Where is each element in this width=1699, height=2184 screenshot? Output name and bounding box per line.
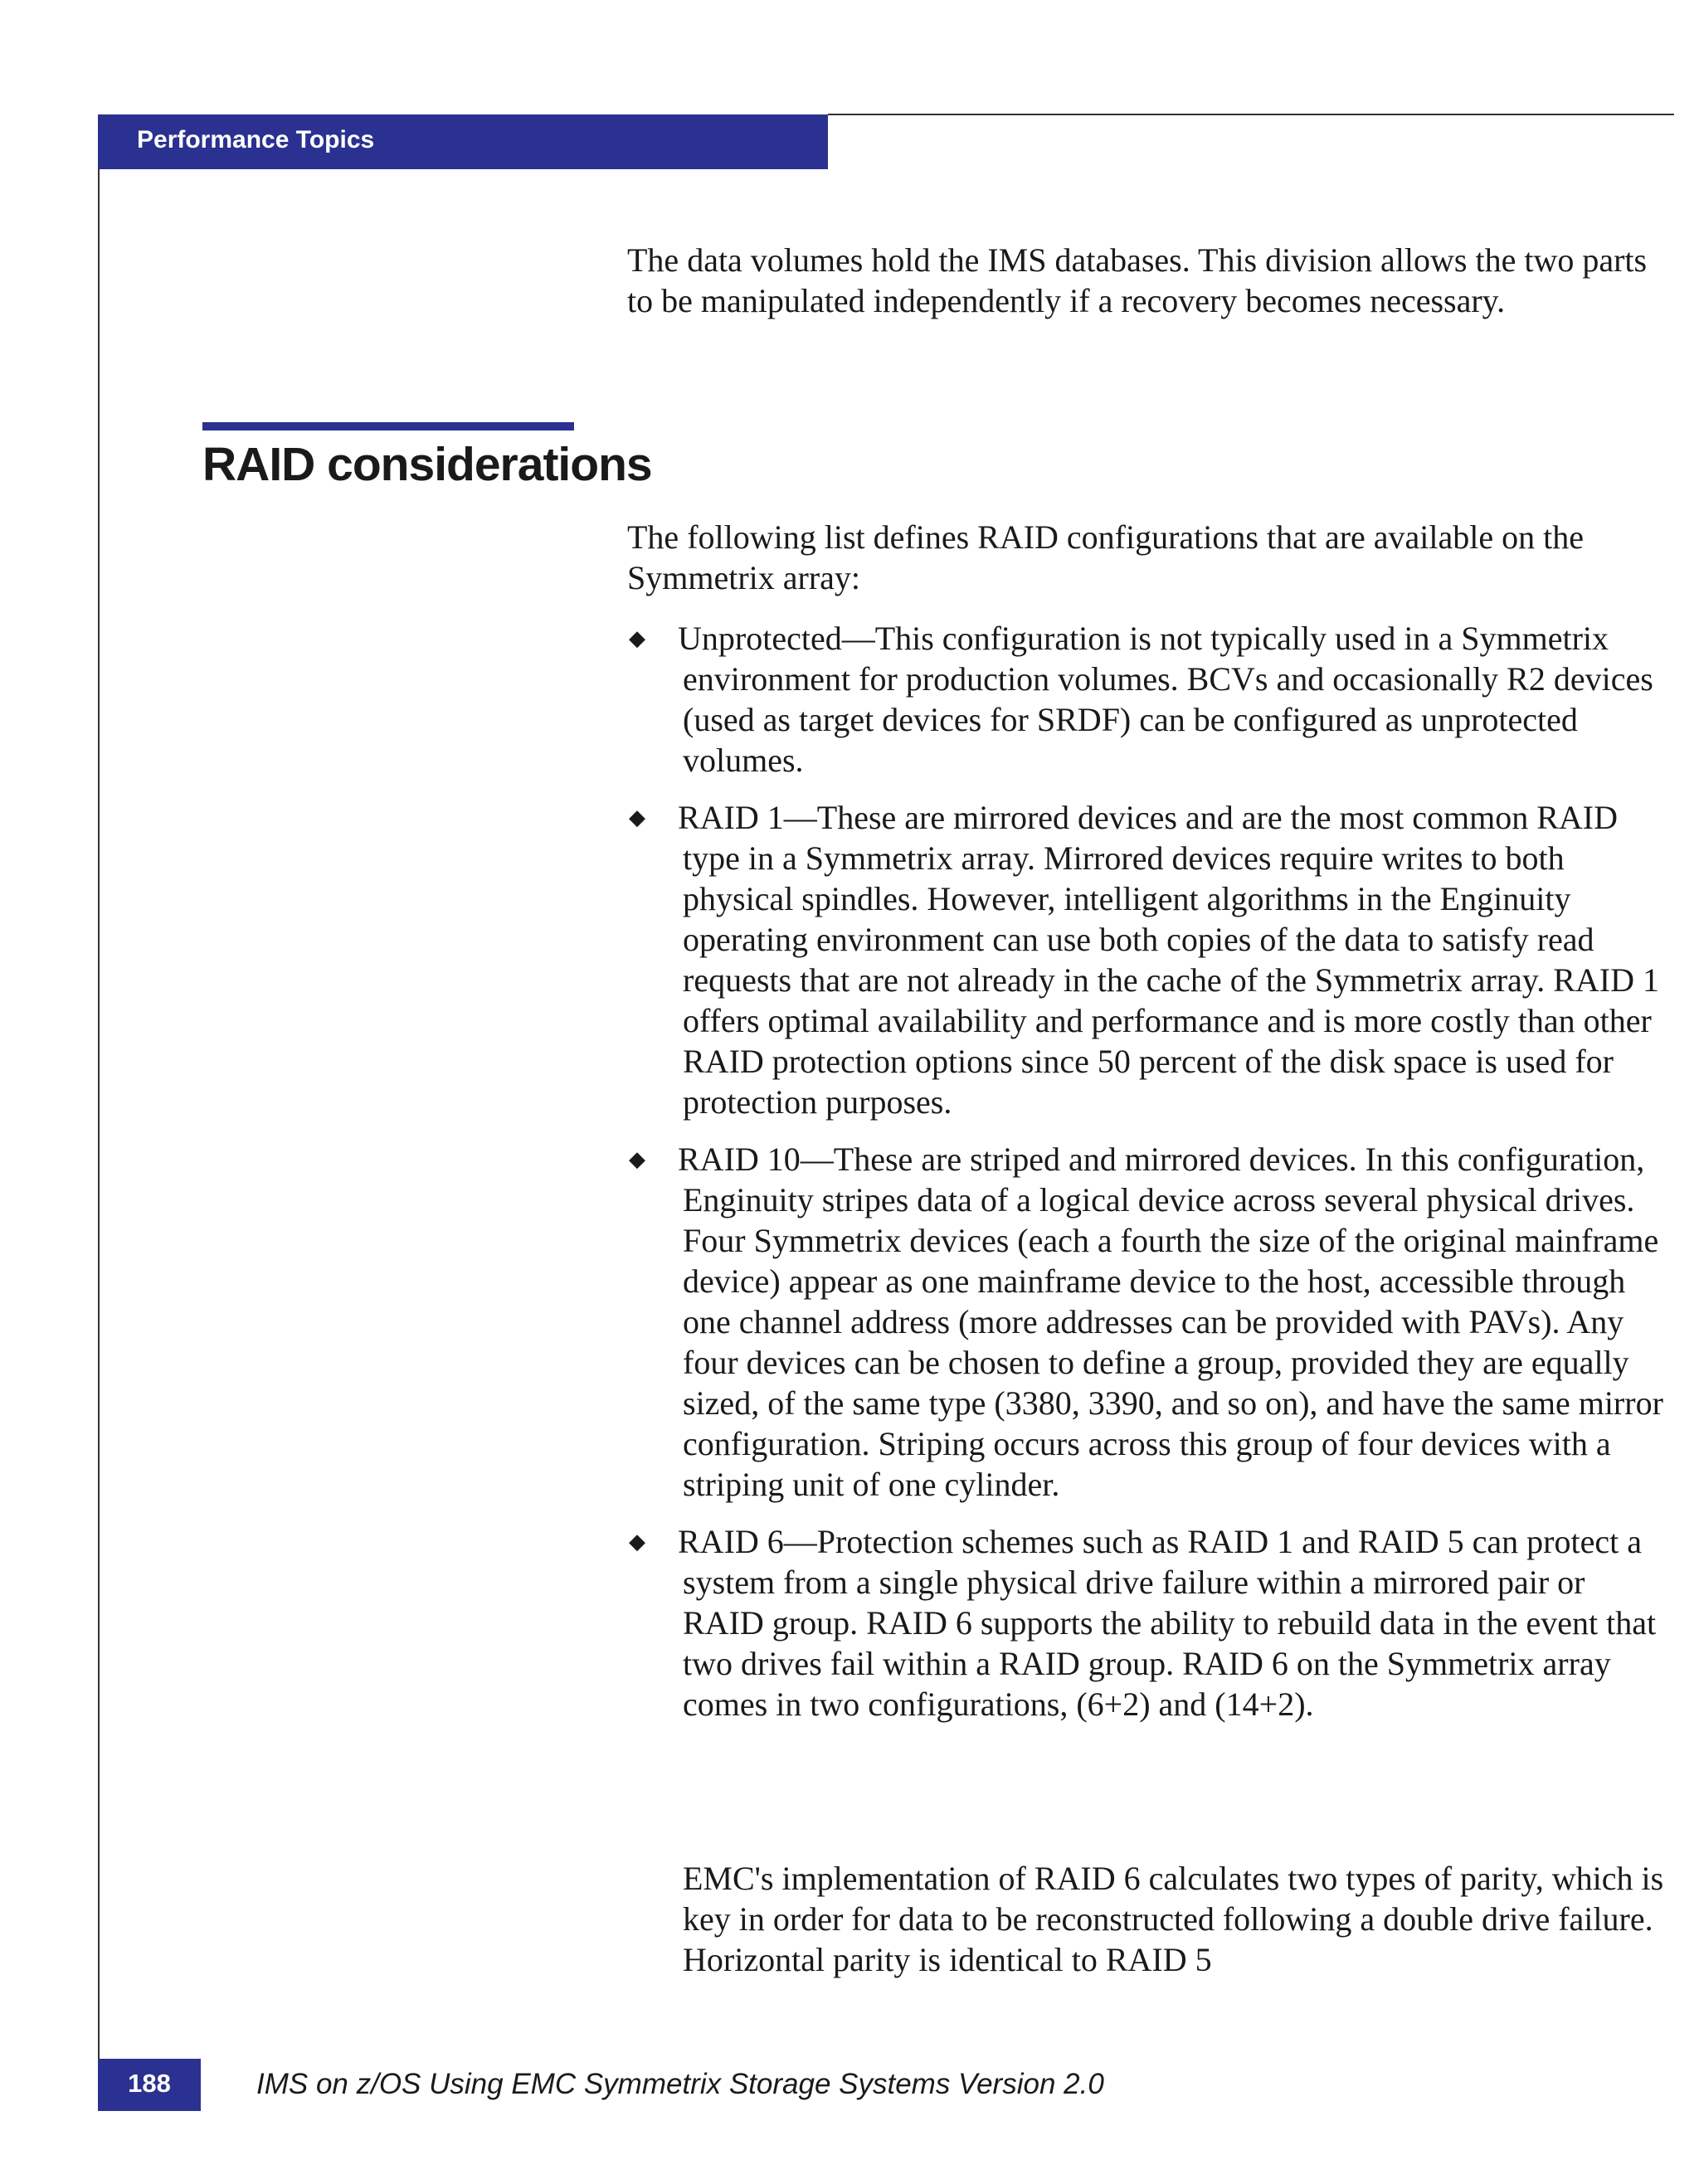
section-lead-paragraph: The following list defines RAID configurations that are available on the Symmetrix array:: [627, 518, 1585, 596]
list-item: [627, 618, 1664, 781]
header-bar: [98, 114, 828, 169]
list-item-text: RAID 10—These are striped and mirrored devices. In this configuration, Enginuity stripes data of a logical device across several physical drives. Four Symmetrix devices (each a fourth the size of the original mainframe device) appear as one mainframe device to the host, accessible through one channel address (more addresses can be provided with PAVs). Any four devices can be chosen to define a group, provided they are equally sized, of the same type (3380, 3390, and so on), and have the same mirror configuration. Striping occurs across this group of four devices with a striping unit of one cylinder.: [678, 1141, 1663, 1503]
diamond-bullet-icon: ◆: [629, 1147, 645, 1171]
footer-book-title: IMS on z/OS Using EMC Symmetrix Storage Systems Version 2.0: [256, 2068, 1104, 2100]
raid6-continuation-paragraph: EMC's implementation of RAID 6 calculates two types of parity, which is key in order for data to be reconstructed following a double drive failure. Horizontal parity is identical to RAID 5: [683, 1860, 1664, 1978]
list-item: [627, 1139, 1664, 1505]
diamond-bullet-icon: ◆: [629, 805, 645, 829]
section-accent-bar: [202, 422, 574, 430]
header-rule: [828, 114, 1674, 115]
list-item-text: RAID 1—These are mirrored devices and are the most common RAID type in a Symmetrix array. Mirrored devices require writes to both physical spindles. However, intelligent algorithms in the Enginuity operating environment can use both copies of the data to satisfy read requests that are not already in the cache of the Symmetrix array. RAID 1 offers optimal availability and performance and is more costly than other RAID protection options since 50 percent of the disk space is used for protection purposes.: [678, 799, 1659, 1121]
raid-config-list: [627, 618, 1664, 1741]
section-title: RAID considerations: [202, 438, 652, 491]
list-item: [627, 797, 1664, 1122]
list-item-text: RAID 6—Protection schemes such as RAID 1 and RAID 5 can protect a system from a single physical drive failure within a mirrored pair or RAID group. RAID 6 supports the ability to rebuild data in the event that two drives fail within a RAID group. RAID 6 on the Symmetrix array comes in two configurations, (6+2) and (14+2).: [678, 1523, 1657, 1723]
page-number: 188: [128, 2069, 171, 2098]
page-number-badge: [98, 2059, 201, 2111]
list-item: [627, 1521, 1664, 1724]
header-section-label: Performance Topics: [137, 126, 375, 153]
diamond-bullet-icon: ◆: [629, 626, 645, 650]
diamond-bullet-icon: ◆: [629, 1530, 645, 1554]
list-item-text: Unprotected—This configuration is not typically used in a Symmetrix environment for production volumes. BCVs and occasionally R2 devices (used as target devices for SRDF) can be configured as unprotected volumes.: [678, 620, 1653, 779]
left-margin-rule: [98, 169, 100, 2059]
intro-paragraph: The data volumes hold the IMS databases. This division allows the two parts to be manipulated independently if a recovery becomes necessary.: [627, 241, 1648, 319]
